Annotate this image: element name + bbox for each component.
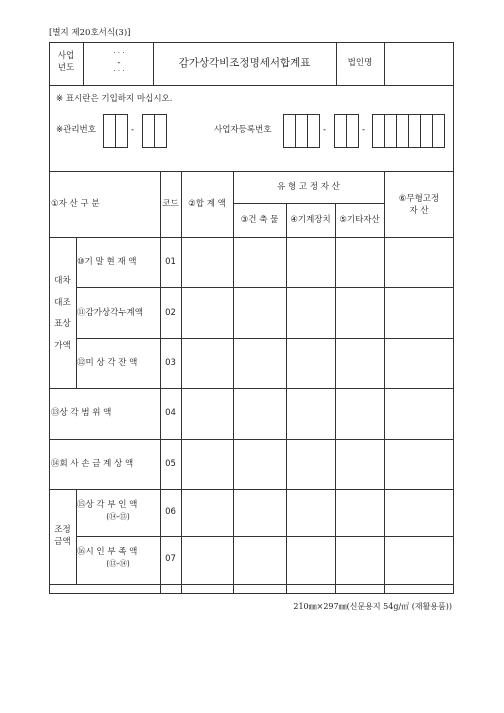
group-balance-label-4: 가액: [54, 341, 71, 351]
col-header-total: ②합 계 액: [188, 199, 226, 209]
group-balance-label-2: 대조: [54, 298, 71, 308]
business-year-label-2: 년도: [57, 63, 75, 73]
row-label-depreciation-limit: ⑬상 각 범 위 액: [51, 408, 112, 418]
biz-reg-number-label: 사업자등록번호: [214, 125, 272, 135]
row-code: 04: [165, 408, 176, 418]
row-code: 05: [165, 459, 176, 469]
paper-spec-footer: 210㎜×297㎜(신문용지 54g/㎡ (재활용품)): [293, 602, 452, 611]
row-code: 02: [165, 308, 176, 318]
row-label-undepreciated: ⑫미 상 각 잔 액: [77, 358, 138, 368]
corp-name-label: 법인명: [347, 58, 373, 68]
col-header-intangible-2: 자 산: [409, 206, 429, 216]
row-label-company-expense: ⑭회 사 손 금 계 상 액: [51, 459, 134, 469]
row-code: 03: [165, 358, 176, 368]
form-number-label: [별지 제20호서식(3)]: [49, 28, 131, 38]
biz-reg-dash-2: -: [362, 125, 366, 135]
col-header-code: 코드: [162, 199, 179, 209]
management-number-label: ※관리번호: [56, 125, 96, 135]
row-label-disallowed: ⑮상 각 부 인 액: [77, 500, 138, 510]
biz-reg-field-5[interactable]: [346, 114, 359, 148]
biz-reg-field-11[interactable]: [432, 114, 445, 148]
management-number-field-2[interactable]: [115, 114, 128, 148]
date-dash: -: [117, 58, 121, 68]
biz-reg-dash-1: -: [323, 125, 327, 135]
col-header-tangible: 유 형 고 정 자 산: [277, 182, 340, 192]
col-header-machine: ④기계장치: [290, 215, 331, 225]
corp-name-input[interactable]: [385, 43, 453, 85]
row-code: 07: [165, 554, 176, 564]
business-year-label: 사업: [57, 51, 75, 61]
group-adjust-label-1: 조정: [54, 525, 71, 535]
group-balance-label-1: 대차: [54, 276, 71, 286]
group-balance-label-3: 표상: [54, 319, 71, 329]
date-dots-bottom: · · ·: [113, 67, 125, 75]
notice-text: ※ 표시란은 기입하지 마십시오.: [56, 94, 173, 104]
main-table: [49, 171, 454, 594]
col-header-asset: ①자 산 구 분: [51, 199, 100, 209]
col-header-building: ③건 축 물: [240, 215, 279, 225]
group-adjust-label-2: 금액: [54, 537, 71, 547]
row-label-accum-depreciation: ⑪감가상각누계액: [77, 308, 143, 318]
row-sub-disallowed: (⑭-⑬): [106, 512, 130, 521]
row-code: 06: [165, 507, 176, 517]
row-code: 01: [165, 257, 176, 267]
row-sub-shortfall: (⑬-⑭): [106, 559, 130, 568]
row-label-ending-balance: ⑩기 말 현 재 액: [77, 257, 137, 267]
management-number-field-4[interactable]: [154, 114, 167, 148]
col-header-other: ⑤기타자산: [339, 215, 380, 225]
row-label-shortfall: ⑯시 인 부 족 액: [77, 547, 138, 557]
biz-reg-field-3[interactable]: [307, 114, 320, 148]
page-title: 감가상각비조정명세서합계표: [178, 57, 311, 69]
col-header-intangible: ⑥무형고정: [398, 194, 440, 204]
management-number-dash: -: [131, 125, 135, 135]
date-dots-top: · · ·: [113, 49, 125, 57]
